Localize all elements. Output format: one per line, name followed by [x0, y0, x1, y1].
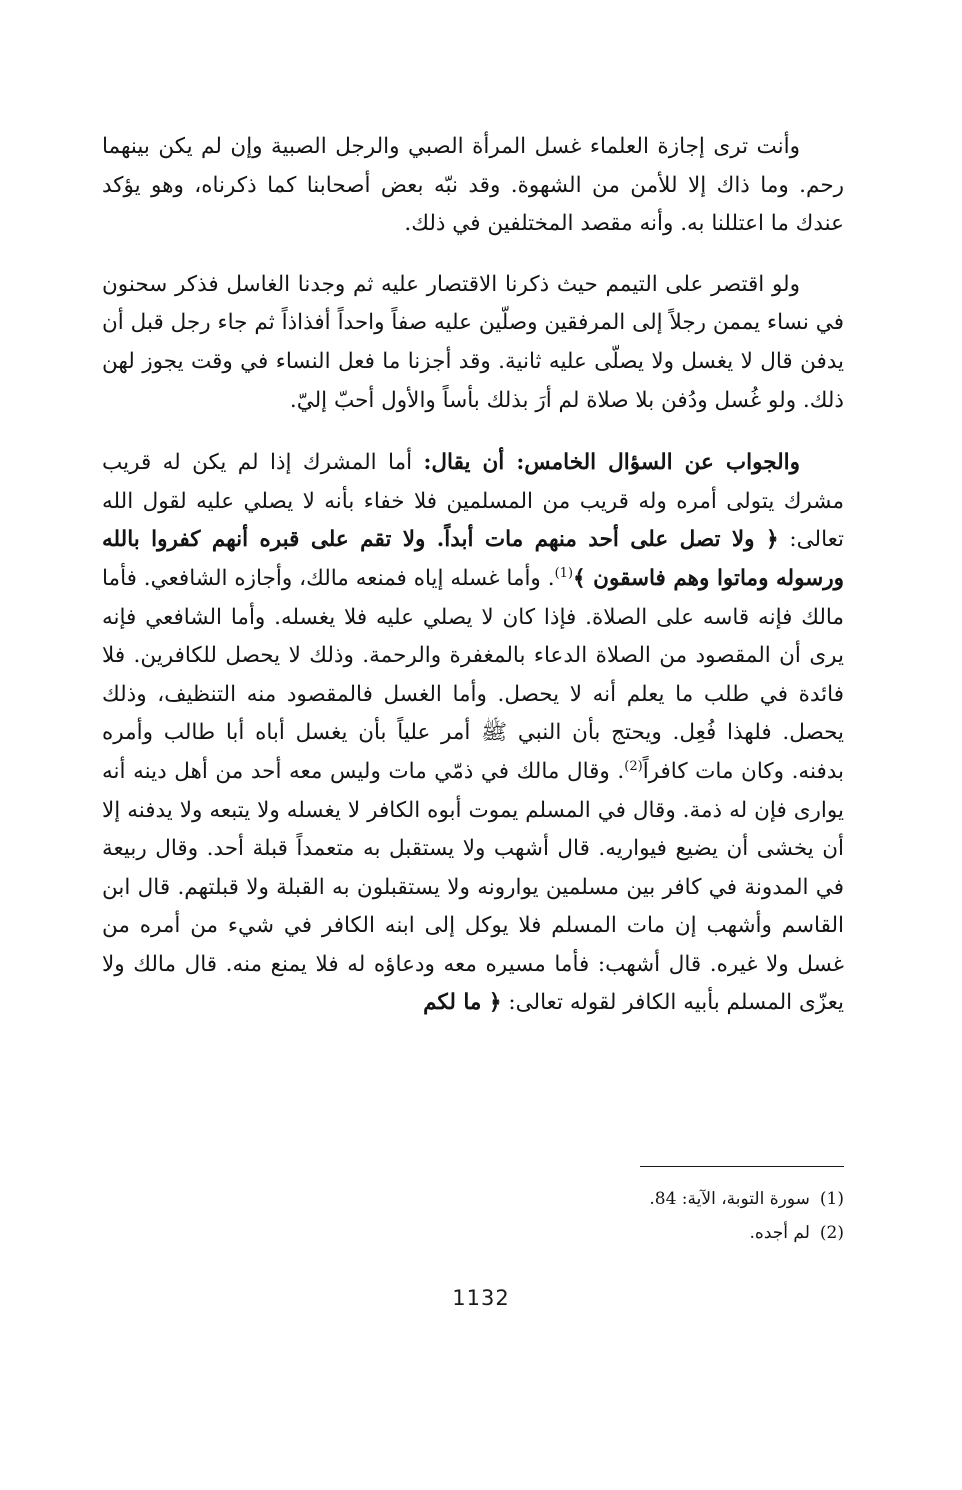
paragraph-3-part-b: . وأما غسله إياه فمنعه مالك، وأجازه الشافعي. فأما مالك فإنه قاسه على الصلاة. فإذا كان لا يصلي عليه فلا يغسله. وأما الشافعي فإنه يرى أن المقصود من الصلاة الدعاء بالمغفرة والرحمة. وذلك لا يحصل للكافرين. فلا فائدة في طلب ما يعلم أنه لا يحصل. وأما الغسل فالمقصود منه التنظيف، وذلك يحصل. فلهذا فُعِل. ويحتج بأن النبي ﷺ أمر علياً بأن يغسل أباه أبا طالب وأمره بدفنه. وكان مات كافراً [102, 565, 844, 784]
footnote-2 [544, 1216, 844, 1250]
page-number: 1132 [452, 1286, 510, 1310]
footnote-text: سورة التوبة، الآية: 84. [649, 1189, 810, 1209]
paragraph-1: وأنت ترى إجازة العلماء غسل المرأة الصبي والرجل الصبية وإن لم يكن بينهما رحم. وما ذاك إلا للأمن من الشهوة. وقد نبّه بعض أصحابنا كما ذكرناه، وهو يؤكد عندك ما اعتللنا به. وأنه مقصد المختلفين في ذلك. [102, 134, 844, 237]
footnote-1 [544, 1182, 844, 1216]
quran-verse-start: ﴿ ما لكم [423, 990, 502, 1016]
main-text [102, 128, 844, 1023]
footnote-ref-1: (1) [554, 565, 574, 581]
footnote-divider [640, 1166, 844, 1167]
footnote-number: (2) [819, 1223, 844, 1243]
quran-verse: ﴿ ولا تصل على أحد منهم مات أبداً. ولا تقم على قبره أنهم كفروا بالله ورسوله وماتوا وهم فاسقون ﴾ [102, 527, 844, 591]
footnote-number: (1) [819, 1189, 844, 1209]
footnote-text: لم أجده. [749, 1223, 810, 1243]
paragraph-3-part-c: . وقال مالك في ذمّي مات وليس معه أحد من أهل دينه أنه يوارى فإن له ذمة. وقال في المسلم يموت أبوه الكافر لا يغسله ولا يتبعه ولا يدفنه إلا أن يخشى أن يضيع فيواريه. قال أشهب ولا يستقبل به متعمداً قبلة أحد. وقال ربيعة في المدونة في كافر بين مسلمين يوارونه ولا يستقبلون به القبلة ولا قبلتهم. قال ابن القاسم وأشهب إن مات المسلم فلا يوكل إلى ابنه الكافر في شيء من أمره من غسل ولا غيره. قال أشهب: فأما مسيره معه ودعاؤه له فلا يمنع منه. قال مالك ولا يعزّى المسلم بأبيه الكافر لقوله تعالى: [102, 758, 844, 1016]
answer-heading: والجواب عن السؤال الخامس: أن يقال: [423, 450, 800, 476]
footnote-ref-2: (2) [624, 758, 643, 774]
footnotes [544, 1182, 844, 1250]
paragraph-3 [102, 444, 844, 1023]
paragraph-2: ولو اقتصر على التيمم حيث ذكرنا الاقتصار عليه ثم وجدنا الغاسل فذكر سحنون في نساء يممن رجلاً إلى المرفقين وصلّين عليه صفاً واحداً أفذاذاً ثم جاء رجل قبل أن يدفن قال لا يغسل ولا يصلّى عليه ثانية. وقد أجزنا ما فعل النساء في وقت يجوز لهن ذلك. ولو غُسل ودُفن بلا صلاة لم أرَ بذلك بأساً والأول أحبّ إليّ. [102, 271, 844, 413]
paragraph-3-part-a: أما المشرك إذا لم يكن له قريب مشرك يتولى أمره وله قريب من المسلمين فلا خفاء بأنه لا يصلي عليه لقول الله تعالى: [102, 450, 844, 553]
